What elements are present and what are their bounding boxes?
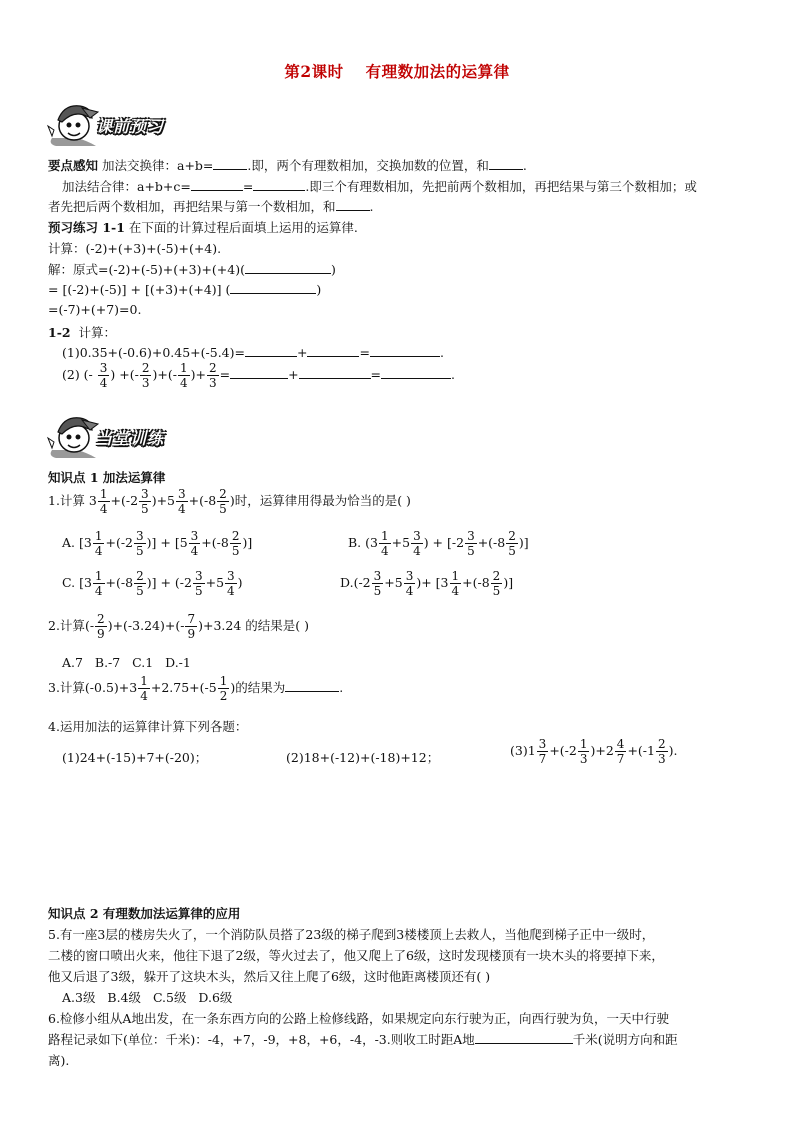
blank[interactable] — [245, 344, 297, 357]
fraction: $\frac{1}{3}$ — [579, 737, 588, 766]
q2-choice-c[interactable]: C.1 — [132, 655, 154, 670]
practice-label: 预习练习 1-1 — [48, 220, 125, 235]
blank[interactable] — [230, 281, 316, 294]
fraction: $\frac{1}{2}$ — [219, 674, 228, 703]
expr: (2) (- — [62, 367, 93, 382]
fraction: $\frac{1}{4}$ — [179, 361, 188, 390]
q1-option-c[interactable]: C. [3 $\frac{1}{4}$ +(-8 $\frac{2}{5}$ )] + (-2 $\frac{3}{5}$ +5 $\frac{3}{4}$ ) — [62, 569, 243, 598]
q5-choice-a[interactable]: A.3级 — [62, 990, 96, 1005]
q1-option-b[interactable]: B. (3 $\frac{1}{4}$ +5 $\frac{3}{4}$ ) + [-2 $\frac{3}{5}$ +(-8 $\frac{2}{5}$ )] — [348, 529, 529, 558]
fraction: $\frac{3}{5}$ — [194, 569, 203, 598]
punct: . — [339, 680, 344, 695]
question-6-line1: 6.检修小组从A地出发，在一条东西方向的公路上检修线路，如果规定向东行驶为正，向西行驶为负，一天中行驶 — [48, 1011, 669, 1026]
expr: (1)0.35+(-0.6)+0.45+(-5.4)= — [62, 345, 245, 360]
punct: = — [242, 179, 254, 194]
practice-1-1-line4: =(-7)+(+7)=0. — [48, 302, 142, 317]
q2-choices — [62, 655, 191, 670]
fraction: $\frac{2}{5}$ — [508, 529, 516, 558]
knowledge-point-1: 知识点 1 加法运算律 — [48, 470, 166, 485]
associative-text: 者先把后两个数相加，再把结果与第一个数相加，和 — [48, 199, 336, 214]
knowledge-point-2: 知识点 2 有理数加法运算律的应用 — [48, 906, 241, 921]
practice-prompt: 计算： — [78, 325, 117, 340]
step-text: = [(-2)+(-5)] + [(+3)+(+4)] ( — [48, 282, 231, 297]
fraction: $\frac{2}{5}$ — [136, 569, 144, 598]
blank[interactable] — [475, 1031, 573, 1044]
practice-1-2-heading — [48, 323, 116, 341]
blank[interactable] — [245, 261, 331, 274]
page-title: 第2课时 有理数加法的运算律 — [284, 62, 510, 81]
fraction: $\frac{1}{4}$ — [99, 487, 108, 516]
blank[interactable] — [299, 366, 371, 379]
q-text: )的结果为 — [230, 680, 286, 695]
question-6-line2 — [48, 1030, 678, 1048]
blank[interactable] — [370, 344, 440, 357]
question-3 — [48, 675, 343, 702]
q5-choices — [62, 988, 232, 1006]
blank[interactable] — [307, 344, 359, 357]
fraction: $\frac{1}{4}$ — [94, 569, 103, 598]
fraction: $\frac{3}{4}$ — [413, 529, 421, 558]
blank[interactable] — [489, 157, 523, 170]
blank[interactable] — [381, 366, 451, 379]
op: = — [359, 345, 370, 360]
q-text: 千米(说明方向和距 — [572, 1032, 678, 1047]
question-4: 4.运用加法的运算律计算下列各题： — [48, 719, 248, 734]
q-text: 2.计算 — [48, 618, 85, 633]
option-letter: C. — [62, 575, 76, 590]
fraction: $\frac{3}{7}$ — [538, 737, 547, 766]
practice-1-1-line3 — [48, 281, 321, 297]
fraction: $\frac{3}{5}$ — [467, 529, 475, 558]
punct: . — [439, 345, 444, 360]
op: = — [370, 367, 382, 382]
key-points-line2 — [62, 177, 697, 195]
fraction: $\frac{3}{5}$ — [136, 529, 144, 558]
option-letter: A. — [62, 535, 76, 550]
fraction: $\frac{3}{4}$ — [405, 569, 414, 598]
q4-part-2: (2)18+(-12)+(-18)+12； — [286, 750, 440, 765]
q-text: (3)1 — [510, 743, 536, 758]
q1-option-d[interactable]: D.(-2 $\frac{3}{5}$ +5 $\frac{3}{4}$ )+ [3 $\frac{1}{4}$ +(-8 $\frac{2}{5}$ )] — [340, 569, 514, 598]
commutative-text: .即，两个有理数相加，交换加数的位置，和 — [247, 158, 489, 173]
q2-choice-d[interactable]: D.-1 — [165, 655, 191, 670]
punct: ) — [331, 262, 336, 277]
option-letter: B. — [348, 535, 362, 550]
practice-1-1-line2 — [48, 260, 336, 278]
key-points-label: 要点感知 — [48, 158, 99, 173]
fraction: $\frac{3}{4}$ — [190, 529, 199, 558]
step-text: 解：原式=(-2)+(-5)+(+3)+(+4)( — [48, 262, 245, 277]
punct: . — [451, 367, 456, 382]
practice-1-1-heading — [48, 218, 358, 236]
op: + — [296, 345, 308, 360]
practice-1-2-p2: (2) (- $\frac{3}{4}$ ) +(- $\frac{2}{3}$ )+(- $\frac{1}{4}$ )+ $\frac{2}{3}$ = + = . — [62, 361, 456, 390]
q-text: 时，运算律用得最为恰当的是( ) — [234, 493, 411, 508]
blank[interactable] — [213, 157, 247, 170]
punct: . — [522, 158, 527, 173]
fraction: $\frac{4}{7}$ — [616, 737, 625, 766]
question-6-line3: 离). — [48, 1053, 70, 1068]
associative-text: .即三个有理数相加，先把前两个数相加，再把结果与第三个数相加；或 — [305, 179, 697, 194]
q5-choice-d[interactable]: D.6级 — [198, 990, 233, 1005]
q2-choice-a[interactable]: A.7 — [62, 655, 83, 670]
fraction: $\frac{2}{3}$ — [657, 737, 666, 766]
fraction: $\frac{2}{3}$ — [141, 361, 150, 390]
practice-1-2-p1 — [62, 344, 444, 360]
fraction: $\frac{2}{3}$ — [208, 361, 217, 390]
section-banner-preview — [46, 100, 246, 148]
blank[interactable] — [285, 679, 339, 692]
practice-label: 1-2 — [48, 325, 71, 340]
question-5-line3: 他又后退了3级，躲开了这块木头，然后又往上爬了6级，这时他距离楼顶还有( ) — [48, 969, 491, 984]
question-1: 1.计算 3 $\frac{1}{4}$ +(-2 $\frac{3}{5}$ )+5 $\frac{3}{4}$ +(-8 $\frac{2}{5}$ )时，运算律用得最为恰当的是( ) — [48, 487, 411, 516]
fraction: $\frac{1}{4}$ — [451, 569, 460, 598]
q5-choice-b[interactable]: B.4级 — [107, 990, 142, 1005]
q1-option-a[interactable]: A. [3 $\frac{1}{4}$ +(-2 $\frac{3}{5}$ )] + [5 $\frac{3}{4}$ +(-8 $\frac{2}{5}$ )] — [62, 529, 253, 558]
fraction: $\frac{3}{4}$ — [99, 361, 108, 390]
section-title-classroom: 当堂训练 — [96, 429, 165, 448]
q-text: +3.24 的结果是( ) — [202, 618, 309, 633]
fraction: $\frac{3}{5}$ — [373, 569, 382, 598]
fraction: $\frac{3}{4}$ — [227, 569, 235, 598]
punct: ) — [316, 282, 322, 297]
q-text: +(-3.24)+(- — [112, 618, 185, 633]
commutative-text: 加法交换律：a+b= — [102, 158, 214, 173]
section-banner-classroom — [46, 412, 246, 460]
key-points-line3 — [48, 197, 374, 215]
fraction: $\frac{1}{4}$ — [380, 529, 389, 558]
q5-choice-c[interactable]: C.5级 — [152, 990, 187, 1005]
q2-choice-b[interactable]: B.-7 — [94, 655, 121, 670]
practice-1-1-line1: 计算：(-2)+(+3)+(-5)+(+4). — [48, 241, 222, 256]
punct: . — [369, 199, 374, 214]
blank[interactable] — [336, 198, 370, 211]
blank[interactable] — [191, 178, 243, 191]
question-2: 2.计算(- $\frac{2}{9}$ )+(-3.24)+(- $\frac{7}{9}$ )+3.24 的结果是( ) — [48, 612, 309, 641]
blank[interactable] — [253, 178, 305, 191]
fraction: $\frac{3}{4}$ — [178, 487, 186, 516]
blank[interactable] — [230, 366, 288, 379]
op: + — [288, 367, 299, 382]
q-text: +2.75+(-5 — [150, 680, 217, 695]
question-5-line1: 5.有一座3层的楼房失火了，一个消防队员搭了23级的梯子爬到3楼楼顶上去救人，当他爬到梯子正中一级时， — [48, 927, 655, 942]
q-text: 路程记录如下(单位：千米)：-4，+7，-9，+8，+6，-4，-3.则收工时距A地 — [48, 1032, 475, 1047]
section-title-preview: 课前预习 — [96, 117, 165, 136]
associative-text: 加法结合律：a+b+c= — [62, 179, 191, 194]
fraction: $\frac{3}{5}$ — [141, 487, 149, 516]
option-letter: D. — [340, 575, 354, 590]
fraction: $\frac{7}{9}$ — [187, 612, 196, 641]
fraction: $\frac{2}{5}$ — [492, 569, 501, 598]
q4-part-3: (3)1 $\frac{3}{7}$ +(-2 $\frac{1}{3}$ )+2 $\frac{4}{7}$ +(-1 $\frac{2}{3}$ ). — [510, 737, 678, 766]
fraction: $\frac{2}{5}$ — [219, 487, 227, 516]
fraction: $\frac{2}{5}$ — [231, 529, 240, 558]
q-text: 3.计算(-0.5)+3 — [48, 680, 138, 695]
fraction: $\frac{1}{4}$ — [140, 674, 148, 703]
practice-prompt: 在下面的计算过程后面填上运用的运算律. — [128, 220, 358, 235]
q4-part-1: (1)24+(-15)+7+(-20)； — [62, 750, 208, 765]
q-text: 1.计算 — [48, 493, 85, 508]
question-5-line2: 二楼的窗口喷出火来，他往下退了2级，等火过去了，他又爬上了6级，这时发现楼顶有一块木头的将要掉下来， — [48, 948, 664, 963]
fraction: $\frac{2}{9}$ — [97, 612, 105, 641]
key-points-line1 — [48, 156, 527, 174]
fraction: $\frac{1}{4}$ — [94, 529, 103, 558]
